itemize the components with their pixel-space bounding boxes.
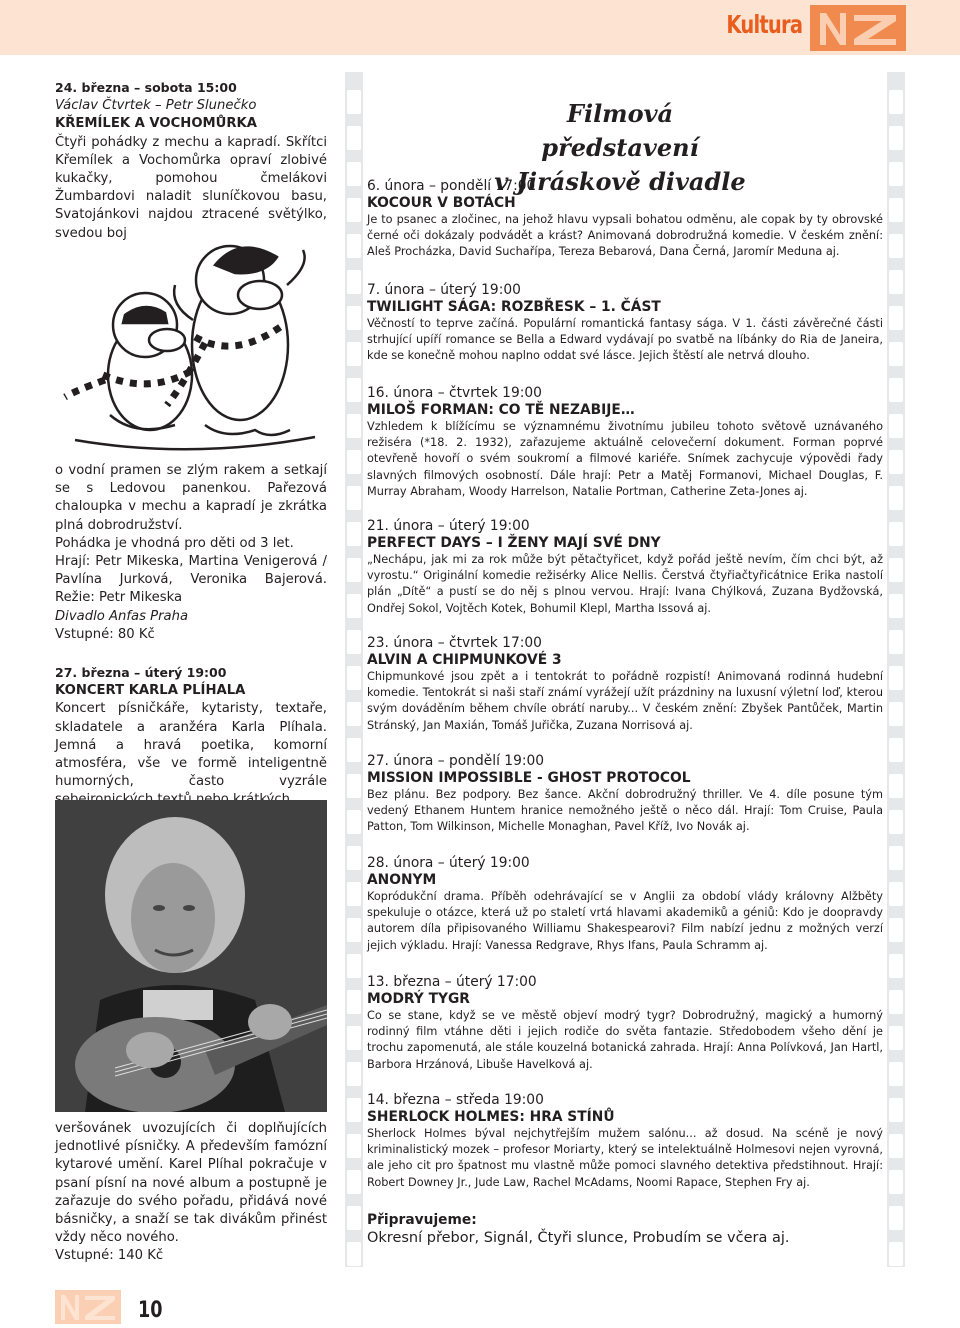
film-sprocket-hole [347, 846, 361, 870]
film-sprocket-hole [347, 990, 361, 1014]
event-company: Divadlo Anfas Praha [55, 608, 189, 624]
film-event [367, 855, 883, 954]
film-sprocket-hole [347, 234, 361, 258]
film-sprocket-hole [347, 738, 361, 762]
film-sprocket-hole [889, 162, 903, 186]
film-sprocket-hole [889, 954, 903, 978]
film-sprocket-hole [889, 306, 903, 330]
film-title: ALVIN A CHIPMUNKOVÉ 3 [367, 652, 562, 668]
film-event [367, 1092, 883, 1191]
film-sprocket-hole [347, 558, 361, 582]
event-price: Vstupné: 80 Kč [55, 626, 155, 642]
film-sprocket-hole [347, 270, 361, 294]
film-sprocket-hole [347, 306, 361, 330]
film-event [367, 518, 883, 617]
film-sprocket-hole [889, 342, 903, 366]
film-title-line-2: v Jiráskově divadle [494, 167, 746, 196]
event-description-continued: veršovánek uvozujících či doplňujících jednotlivé písničky. A především famózní kytarové umění. Karel Plíhal pokračuje v psaní písní na nové album a postupně je zařazuje do svého pořadu, přidává nové básničky, a snaží se tak divákům přinést vždy něco nového. [55, 1121, 327, 1246]
left-event-2-continued [55, 1120, 327, 1266]
film-sprocket-hole [889, 918, 903, 942]
film-description: Vzhledem k blížícímu se významnému životnímu jubileu tohoto světově uznávaného režiséra (*18. 2. 1932), zařazujeme aktuálně celovečerní dokument. Forman poprvé otevřeně hovoří o svém soukromí a filmové kariéře. Snímek zachycuje výpovědi řady slavných filmových osobností. Dále hrají: Petr a Matěj Formanovi, Michael Douglas, F. Murray Abraham, Woody Harrelson, Natalie Portman, Catherine Zeta-Jones aj. [367, 420, 883, 498]
film-sprocket-hole [889, 666, 903, 690]
film-sprocket-hole [889, 1026, 903, 1050]
film-event [367, 974, 883, 1073]
film-sprocket-hole [889, 594, 903, 618]
film-sprocket-hole [889, 1242, 903, 1266]
film-sprocket-hole [889, 522, 903, 546]
film-sprocket-hole [889, 450, 903, 474]
film-sprocket-hole [889, 1098, 903, 1122]
film-sprocket-hole [347, 1026, 361, 1050]
film-date: 21. února – úterý 19:00 [367, 518, 530, 534]
film-sprocket-hole [889, 270, 903, 294]
film-date: 6. února – pondělí 17:00 [367, 178, 536, 194]
film-date: 23. února – čtvrtek 17:00 [367, 635, 542, 651]
preparing-text: Okresní přebor, Signál, Čtyři slunce, Probudím se včera aj. [367, 1230, 790, 1246]
footer-logo-icon [55, 1290, 121, 1324]
film-sprocket-hole [347, 1134, 361, 1158]
film-sprocket-hole [889, 414, 903, 438]
film-sprocket-hole [347, 594, 361, 618]
film-sprocket-hole [347, 414, 361, 438]
left-event-1-continued [55, 462, 327, 644]
event-date: 24. března – sobota 15:00 [55, 80, 237, 95]
film-sprocket-hole [889, 702, 903, 726]
film-sprocket-hole [889, 630, 903, 654]
event-description: Čtyři pohádky z mechu a kapradí. Skřítci Křemílek a Vochomůrka opraví zlobivé kukačky, pomohou čmelákovi Žumbardovi naladit sluníčkovou basu, Svatojánkovi najdou ztracené světýlko, svedou boj [55, 134, 327, 241]
film-sprocket-hole [347, 198, 361, 222]
film-description: Co se stane, když se ve městě objeví modrý tygr? Dobrodružný, magický a humorný rodinný film vtáhne děti i jejich rodiče do světa fantazie. Středobodem všeho dění je trochu zapomenutá, ale stále kouzelná botanická zahrada. Hrají: Anna Polívková, Jan Hartl, Barbora Hrzánová, Libuše Havelková aj. [367, 1009, 883, 1071]
film-sprocket-hole [889, 234, 903, 258]
event-description-continued: o vodní pramen se zlým rakem a setkají se s Ledovou panenkou. Pařezová chaloupka v mechu a kapradí je zkrátka plná dobrodružství. [55, 463, 327, 533]
film-sprocket-hole [347, 774, 361, 798]
film-title: MODRÝ TYGR [367, 991, 470, 1007]
film-event [367, 635, 883, 734]
film-date: 13. března – úterý 17:00 [367, 974, 537, 990]
film-sprocket-hole [347, 810, 361, 834]
film-sprocket-hole [889, 882, 903, 906]
film-sprocket-hole [889, 1170, 903, 1194]
film-event [367, 385, 883, 500]
film-event [367, 753, 883, 836]
film-sprocket-hole [889, 810, 903, 834]
film-date: 14. března – středa 19:00 [367, 1092, 544, 1108]
left-event-1 [55, 79, 327, 243]
film-sprocket-hole [347, 1206, 361, 1230]
film-sprocket-hole [347, 378, 361, 402]
film-sprocket-hole [347, 1170, 361, 1194]
film-title: ANONYM [367, 872, 437, 888]
film-description: Bez plánu. Bez podpory. Bez šance. Akční dobrodružný thriller. Ve 4. díle posune tým vedený Ethanem Huntem hranice nemožného ještě o něco dál. Hrají: Tom Cruise, Paula Patton, Tom Wilkinson, Michelle Monaghan, Pavel Kříž, Ivo Novák aj. [367, 788, 883, 834]
film-sprocket-hole [889, 1134, 903, 1158]
film-description: Je to psanec a zločinec, na jehož hlavu vypsali bohatou odměnu, ale copak by ty obrovské černé oči dokázaly podvádět a krást? Animovaná dobrodružná komedie. V českém znění: Aleš Procházka, David Suchařípa, Tereza Bebarová, Dana Černá, Jaromír Meduna aj. [367, 213, 883, 259]
film-sprocket-hole [347, 522, 361, 546]
film-sprocket-hole [347, 1098, 361, 1122]
film-sprocket-hole [347, 126, 361, 150]
left-event-2 [55, 664, 327, 810]
film-sprocket-hole [889, 1206, 903, 1230]
film-description: Věčností to teprve začíná. Populární romantická fantasy sága. V 1. části závěrečné části strhující upíří romance se Bella a Edward vydávají po svatbě na líbánky do Ria de Janeira, kde se konečně mohou naplno oddat své lásce. Jejich štěstí ale netrvá dlouho. [367, 317, 883, 363]
film-sprocket-hole [889, 198, 903, 222]
film-sprocket-hole [889, 486, 903, 510]
film-sprocket-hole [347, 342, 361, 366]
film-sprocket-hole [347, 954, 361, 978]
film-sprocket-hole [889, 774, 903, 798]
film-sprocket-hole [889, 990, 903, 1014]
film-title: MILOŠ FORMAN: CO TĚ NEZABIJE… [367, 402, 635, 418]
event-date: 27. března – úterý 19:00 [55, 665, 227, 680]
film-sprocket-hole [889, 378, 903, 402]
film-sprocket-hole [889, 846, 903, 870]
film-sprocket-hole [347, 702, 361, 726]
film-date: 28. února – úterý 19:00 [367, 855, 530, 871]
film-event [367, 282, 883, 365]
section-label: Kultura [726, 10, 802, 39]
film-sprocket-hole [889, 738, 903, 762]
film-sprocket-hole [889, 1062, 903, 1086]
film-description: „Nechápu, jak mi za rok může být pětačtyřicet, když pořád ještě nevím, čím chci být, až vyrostu.“ Originální komedie režisérky Alice Nellis. Čerstvá čtyřiačtyřicátnice Erika nastolí plán „Dítě“ a pustí se do něj s plnou vervou. Hrají: Ivana Chýlková, Zuzana Bydžovská, Ondřej Sokol, Vojtěch Kotek, Bohumil Klepl, Martha Issová aj. [367, 553, 883, 615]
film-sprocket-hole [347, 450, 361, 474]
film-date: 7. února – úterý 19:00 [367, 282, 521, 298]
event-age: Pohádka je vhodná pro děti od 3 let. [55, 535, 294, 551]
event-title: KONCERT KARLA PLÍHALA [55, 683, 246, 699]
film-date: 16. února – čtvrtek 19:00 [367, 385, 542, 401]
film-sprocket-hole [889, 126, 903, 150]
film-description: Chipmunkové jsou zpět a i tentokrát to pořádně rozpistí! Animovaná rodinná hudební komedie. Tentokrát si naši staří známí vyrážejí užít prázdniny na luxusní výletní loď, kterou svým dováděním během chvíle obrátí naruby... V českém znění: Zbyšek Pantůček, Martin Stránský, Jan Maxián, Tomáš Juřička, Zuzana Norrisová aj. [367, 670, 883, 732]
film-title: KOCOUR V BOTÁCH [367, 195, 516, 211]
nz-logo-icon [810, 5, 906, 51]
film-title: TWILIGHT SÁGA: ROZBŘESK – 1. ČÁST [367, 299, 661, 315]
film-sprocket-hole [347, 666, 361, 690]
film-preparing [367, 1212, 883, 1248]
film-sprocket-hole [889, 90, 903, 114]
film-date: 27. února – pondělí 19:00 [367, 753, 545, 769]
page-number: 10 [138, 1298, 163, 1323]
event-description: Koncert písničkáře, kytaristy, textaře, skladatele a aranžéra Karla Plíhala. Jemná a hravá poetika, komorní atmosféra, vše ve formě inteligentně humorných, často vyzrále [55, 701, 327, 790]
film-title: PERFECT DAYS – I ŽENY MAJÍ SVÉ DNY [367, 535, 661, 551]
film-description: Kopródukční drama. Příběh odehrávající se v Anglii za období vlády královny Alžběty spekuluje o otázce, která už po staletí vrtá hlavami akademiků a géniů: Kdo je doopravdy autorem díla připisovaného Williamu Shakespearovi? Film nabízí jednu z možných verzí jejich výkladu. Hrají: Vanessa Redgrave, Rhys Ifans, Paula Schramm aj. [367, 890, 883, 952]
film-sprocket-hole [889, 558, 903, 582]
film-sprocket-hole [347, 486, 361, 510]
film-sprocket-hole [347, 882, 361, 906]
film-sprocket-hole [347, 162, 361, 186]
film-event [367, 178, 883, 261]
preparing-label: Připravujeme: [367, 1212, 477, 1228]
film-title: SHERLOCK HOLMES: HRA STÍNŮ [367, 1109, 615, 1125]
film-sprocket-hole [347, 90, 361, 114]
film-title: MISSION IMPOSSIBLE - GHOST PROTOCOL [367, 770, 691, 786]
film-sprocket-hole [347, 1062, 361, 1086]
film-sprocket-hole [347, 918, 361, 942]
event-authors: Václav Čtvrtek – Petr Slunečko [55, 98, 257, 114]
event-title: KŘEMÍLEK A VOCHOMŮRKA [55, 116, 257, 132]
cartoon-gnomes-illustration [55, 225, 327, 457]
event-price: Vstupné: 140 Kč [55, 1248, 164, 1264]
guitarist-portrait-photo [55, 800, 327, 1112]
film-sprocket-hole [347, 630, 361, 654]
film-sprocket-hole [347, 1242, 361, 1266]
film-description: Sherlock Holmes býval nejchytřejším mužem salónu... až dosud. Na scéně je nový kriminalistický mozek – profesor Moriarty, který se intelektuálně Holmesovi nejen vyrovná, ale jeho cit pro špatnost mu vlastně může pomoci slavného detektiva předstihnout. Hrají: Robert Downey Jr., Jude Law, Rachel McAdams, Noomi Rapace, Stephen Fry aj. [367, 1127, 883, 1189]
event-cast: Hrají: Petr Mikeska, Martina Venigerová / Pavlína Jurková, Veronika Bajerová. Režie: Petr Mikeska [55, 554, 327, 606]
film-title-line-1: Filmová představení [541, 99, 699, 162]
